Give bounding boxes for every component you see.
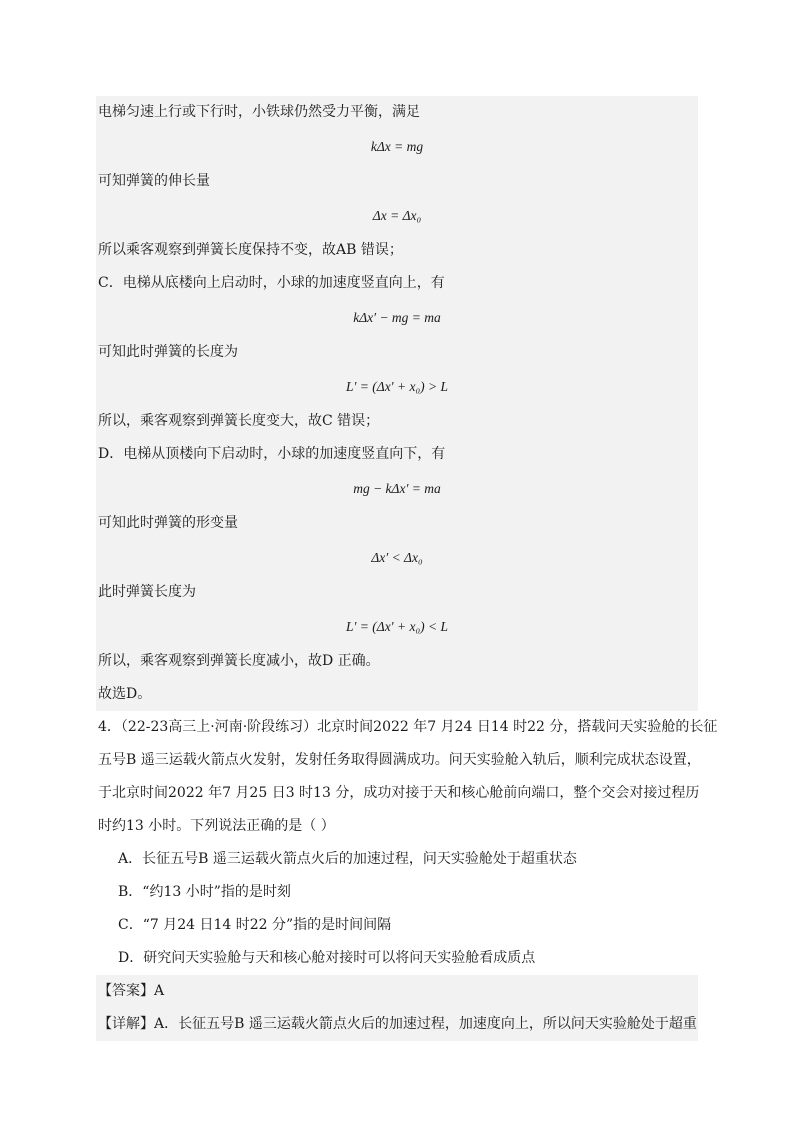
text-line: C．电梯从底楼向上启动时，小球的加速度竖直向上，有 xyxy=(96,267,698,300)
text-line: 电梯匀速上行或下行时，小铁球仍然受力平衡，满足 xyxy=(96,96,698,129)
equation: kΔx′ − mg = ma xyxy=(96,300,698,336)
text-line: 可知此时弹簧的长度为 xyxy=(96,336,698,369)
option-b: B．“约13 小时”指的是时刻 xyxy=(96,876,698,909)
explanation-line: 【详解】A．长征五号B 遥三运载火箭点火后的加速过程，加速度向上，所以问天实验舱处于超重 xyxy=(96,1008,698,1041)
text-line: D．电梯从顶楼向下启动时，小球的加速度竖直向下，有 xyxy=(96,438,698,471)
equation: mg − kΔx′ = ma xyxy=(96,471,698,507)
equation: Δx′ < Δx₀ xyxy=(96,540,698,576)
option-c: C．“7 月24 日14 时22 分”指的是时间间隔 xyxy=(96,909,698,942)
text-line: 所以，乘客观察到弹簧长度变大，故C 错误； xyxy=(96,405,698,438)
text-line: 此时弹簧长度为 xyxy=(96,576,698,609)
equation: L′ = (Δx′ + x₀) > L xyxy=(96,369,698,405)
text-line: 故选D。 xyxy=(96,678,698,711)
option-a: A．长征五号B 遥三运载火箭点火后的加速过程，问天实验舱处于超重状态 xyxy=(96,843,698,876)
text-line: 可知弹簧的伸长量 xyxy=(96,165,698,198)
equation: Δx = Δx₀ xyxy=(96,198,698,234)
text-line: 可知此时弹簧的形变量 xyxy=(96,507,698,540)
question-text: 4．（22-23高三上·河南·阶段练习）北京时间2022 年7 月24 日14 时22 分，搭载问天实验舱的长征 xyxy=(96,711,698,744)
question-text: 于北京时间2022 年7 月25 日3 时13 分，成功对接于天和核心舱前向端口，整个交会对接过程历 xyxy=(96,777,698,810)
question-text: 时约13 小时。下列说法正确的是（ ） xyxy=(96,810,698,843)
equation: L′ = (Δx′ + x₀) < L xyxy=(96,609,698,645)
answer-line: 【答案】A xyxy=(96,975,698,1008)
equation: kΔx = mg xyxy=(96,129,698,165)
text-line: 所以，乘客观察到弹簧长度减小，故D 正确。 xyxy=(96,645,698,678)
option-d: D．研究问天实验舱与天和核心舱对接时可以将问天实验舱看成质点 xyxy=(96,942,698,975)
document-page xyxy=(96,96,718,1041)
text-line: 所以乘客观察到弹簧长度保持不变，故AB 错误； xyxy=(96,234,698,267)
question-text: 五号B 遥三运载火箭点火发射，发射任务取得圆满成功。问天实验舱入轨后，顺利完成状态设置， xyxy=(96,744,698,777)
